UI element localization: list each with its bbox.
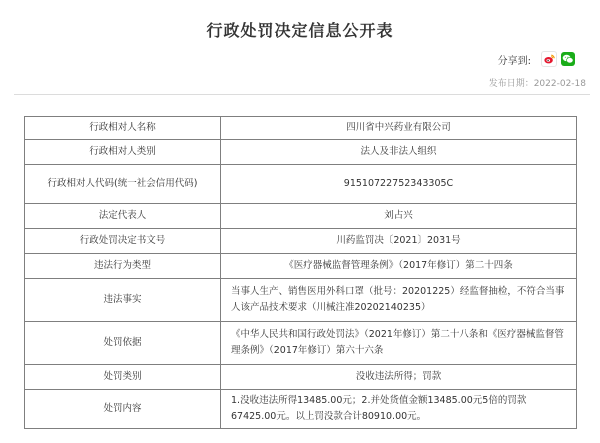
table-row (25, 140, 577, 165)
row-value: 法人及非法人组织 (221, 140, 577, 165)
divider (14, 94, 590, 95)
table-row (25, 117, 577, 140)
publish-date: 发布日期：2022-02-18 (488, 79, 586, 89)
table-row (25, 254, 577, 279)
table-row (25, 204, 577, 229)
row-value: 《医疗器械监督管理条例》（2017年修订）第二十四条 (221, 254, 577, 279)
row-label: 违法事实 (25, 279, 221, 322)
row-value: 没收违法所得；罚款 (221, 365, 577, 390)
row-value: 当事人生产、销售医用外科口罩（批号：20201225）经监督抽检，不符合当事人该产品技术要求（川械注准20202140235） (221, 279, 577, 322)
row-label: 处罚内容 (25, 390, 221, 429)
share-label: 分享到: (497, 55, 531, 67)
row-label: 行政相对人代码(统一社会信用代码) (25, 165, 221, 204)
row-value: 川药监罚决〔2021〕2031号 (221, 229, 577, 254)
share-bar (498, 51, 575, 67)
row-label: 行政相对人名称 (25, 117, 221, 140)
weibo-icon[interactable] (541, 51, 557, 67)
table-row (25, 365, 577, 390)
row-label: 行政相对人类别 (25, 140, 221, 165)
table-row (25, 279, 577, 322)
row-label: 违法行为类型 (25, 254, 221, 279)
row-label: 法定代表人 (25, 204, 221, 229)
table-row (25, 165, 577, 204)
penalty-info-table (24, 116, 577, 429)
table-row (25, 322, 577, 365)
row-value: 《中华人民共和国行政处罚法》（2021年修订）第二十八条和《医疗器械监督管理条例》（2017年修订）第六十六条 (221, 322, 577, 365)
row-value: 91510722752343305C (221, 165, 577, 204)
table-row (25, 390, 577, 429)
row-value: 四川省中兴药业有限公司 (221, 117, 577, 140)
row-value: 1.没收违法所得13485.00元；2.并处货值金额13485.00元5倍的罚款67425.00元。以上罚没款合计80910.00元。 (221, 390, 577, 429)
page-title: 行政处罚决定信息公开表 (206, 21, 394, 40)
row-value: 刘占兴 (221, 204, 577, 229)
row-label: 行政处罚决定书文号 (25, 229, 221, 254)
wechat-icon[interactable] (561, 52, 575, 66)
table-row (25, 229, 577, 254)
row-label: 处罚依据 (25, 322, 221, 365)
row-label: 处罚类别 (25, 365, 221, 390)
